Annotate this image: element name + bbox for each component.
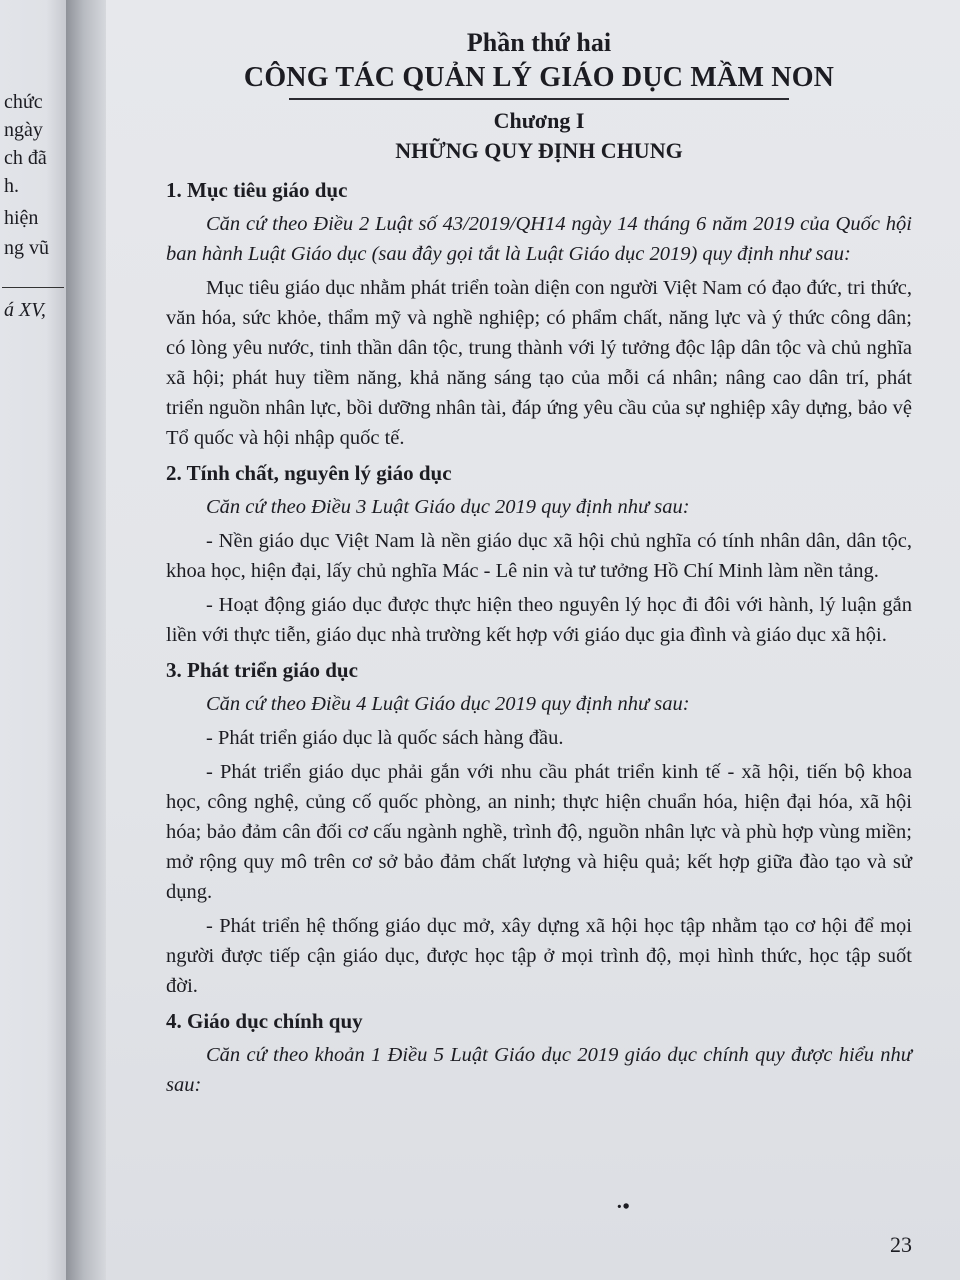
section-paragraph: - Nền giáo dục Việt Nam là nền giáo dục xã hội chủ nghĩa có tính nhân dân, dân tộc, khoa học, hiện đại, lấy chủ nghĩa Mác - Lê nin và tư tưởng Hồ Chí Minh làm nền tảng. (166, 530, 912, 582)
section-intro: Căn cứ theo Điều 2 Luật số 43/2019/QH14 ngày 14 tháng 6 năm 2019 của Quốc hội ban hành Luật Giáo dục (sau đây gọi tắt là Luật Giáo dục 2019) quy định như sau: (166, 213, 912, 265)
facing-page-footnote: á XV, (4, 299, 46, 321)
main-title: CÔNG TÁC QUẢN LÝ GIÁO DỤC MẦM NON (243, 62, 835, 93)
book-gutter (66, 0, 106, 1280)
section-intro: Căn cứ theo Điều 3 Luật Giáo dục 2019 quy định như sau: (206, 496, 690, 518)
page-number: 23 (890, 1232, 912, 1257)
ink-mark: ·• (616, 1196, 630, 1218)
chapter-label: Chương I (493, 108, 585, 133)
facing-page-text: ng vũ (4, 237, 49, 259)
section-paragraph: - Phát triển hệ thống giáo dục mở, xây dựng xã hội học tập nhằm tạo cơ hội để mọi người được tiếp cận giáo dục, được học tập ở mọi trình độ, mọi hình thức, học tập suốt đời. (166, 915, 912, 997)
title-underline (289, 98, 789, 100)
footnote-rule (2, 287, 64, 288)
section-intro: Căn cứ theo Điều 4 Luật Giáo dục 2019 quy định như sau: (206, 693, 690, 715)
section-heading: 4. Giáo dục chính quy (166, 1009, 363, 1033)
page-content (166, 26, 912, 1104)
section-intro: Căn cứ theo khoản 1 Điều 5 Luật Giáo dục 2019 giáo dục chính quy được hiểu như sau: (166, 1044, 912, 1096)
facing-page-text: hiện (4, 207, 39, 229)
section-paragraph: - Phát triển giáo dục phải gắn với nhu cầu phát triển kinh tế - xã hội, tiến bộ khoa học, công nghệ, củng cố quốc phòng, an ninh; thực hiện chuẩn hóa, hiện đại hóa, xã hội hóa; bảo đảm cân đối cơ cấu ngành nghề, trình độ, nguồn nhân lực và phù hợp vùng miền; mở rộng quy mô trên cơ sở bảo đảm chất lượng và hiệu quả; kết hợp giữa đào tạo và sử dụng. (166, 761, 912, 903)
section-paragraph: - Hoạt động giáo dục được thực hiện theo nguyên lý học đi đôi với hành, lý luận gắn liền với thực tiễn, giáo dục nhà trường kết hợp với giáo dục gia đình và giáo dục xã hội. (166, 594, 912, 646)
book-page (106, 0, 960, 1280)
section-heading: 2. Tính chất, nguyên lý giáo dục (166, 461, 452, 485)
facing-page-text: ngày (4, 119, 43, 141)
section-paragraph: Mục tiêu giáo dục nhằm phát triển toàn diện con người Việt Nam có đạo đức, tri thức, văn hóa, sức khỏe, thẩm mỹ và nghề nghiệp; có phẩm chất, năng lực và ý thức công dân; có lòng yêu nước, tinh thần dân tộc, trung thành với lý tưởng độc lập dân tộc và chủ nghĩa xã hội; phát huy tiềm năng, khả năng sáng tạo của mỗi cá nhân; nâng cao dân trí, phát triển nguồn nhân lực, bồi dưỡng nhân tài, đáp ứng yêu cầu của sự nghiệp xây dựng, bảo vệ Tổ quốc và hội nhập quốc tế. (166, 277, 912, 449)
part-title: Phần thứ hai (466, 28, 612, 57)
section-heading: 3. Phát triển giáo dục (166, 658, 358, 682)
facing-page-text: h. (4, 175, 19, 197)
section-paragraph: - Phát triển giáo dục là quốc sách hàng đầu. (206, 727, 564, 749)
section-heading: 1. Mục tiêu giáo dục (166, 178, 348, 202)
facing-page-edge (0, 0, 66, 1280)
facing-page-text: ch đã (4, 147, 47, 169)
chapter-title: NHỮNG QUY ĐỊNH CHUNG (395, 138, 683, 163)
facing-page-text: chức (4, 91, 43, 113)
